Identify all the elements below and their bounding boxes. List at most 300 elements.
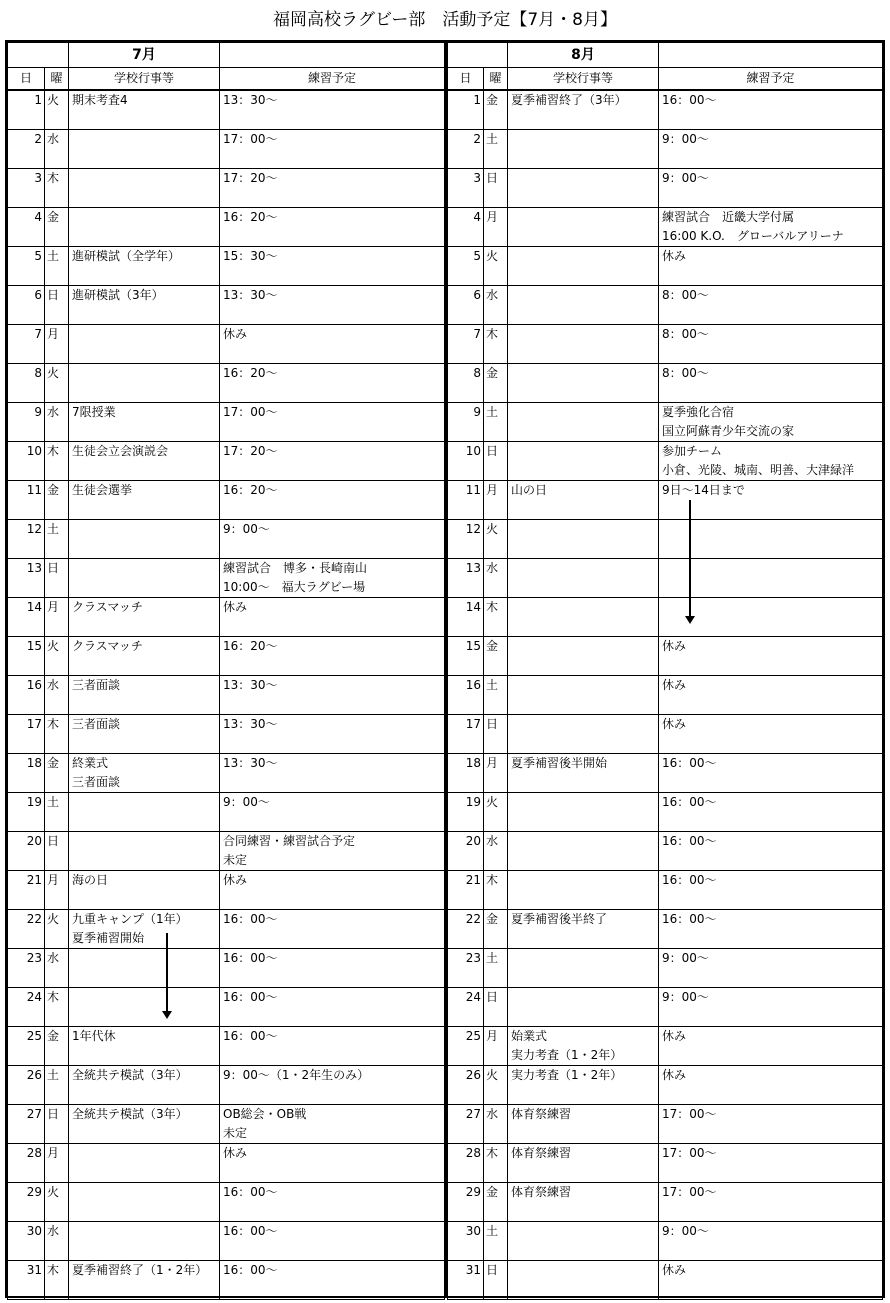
header-day: 日 — [448, 68, 484, 91]
event-cell — [508, 871, 659, 910]
day-number: 25 — [448, 1027, 484, 1066]
table-row — [448, 1183, 883, 1222]
event-cell — [508, 247, 659, 286]
practice-text: 休み — [223, 600, 248, 614]
practice-cell — [659, 715, 883, 754]
weekday: 木 — [45, 442, 69, 481]
day-number: 22 — [8, 910, 45, 949]
table-row — [448, 1027, 883, 1066]
weekday: 火 — [45, 637, 69, 676]
event-text: 生徒会選挙 — [72, 483, 133, 497]
practice-text: 8：00～ — [662, 327, 709, 341]
table-row — [448, 1105, 883, 1144]
header-day: 日 — [8, 68, 45, 91]
day-number: 24 — [448, 988, 484, 1027]
day-number: 25 — [8, 1027, 45, 1066]
table-row — [8, 1105, 445, 1144]
day-number: 6 — [8, 286, 45, 325]
weekday: 金 — [45, 754, 69, 793]
header-event: 学校行事等 — [69, 68, 220, 91]
event-cell — [69, 637, 220, 676]
practice-text: 17：00～ — [662, 1107, 717, 1121]
weekday: 日 — [484, 1261, 508, 1300]
practice-text: 8：00～ — [662, 288, 709, 302]
event-cell — [69, 169, 220, 208]
event-cell — [508, 442, 659, 481]
day-number: 26 — [8, 1066, 45, 1105]
month-corner — [8, 43, 69, 68]
day-number: 7 — [8, 325, 45, 364]
practice-cell — [220, 676, 445, 715]
event-text: 体育祭練習 — [511, 1185, 572, 1199]
table-row — [448, 559, 883, 598]
weekday: 日 — [45, 559, 69, 598]
weekday: 火 — [45, 1183, 69, 1222]
table-row — [448, 286, 883, 325]
practice-cell — [659, 520, 883, 559]
day-number: 29 — [448, 1183, 484, 1222]
day-number: 1 — [8, 90, 45, 130]
weekday: 火 — [45, 910, 69, 949]
event-cell — [69, 403, 220, 442]
weekday: 金 — [45, 481, 69, 520]
practice-cell — [220, 1066, 445, 1105]
event-text: 終業式 — [72, 756, 109, 770]
day-number: 23 — [448, 949, 484, 988]
practice-text: 合同練習・練習試合予定 — [223, 834, 356, 848]
practice-text: 休み — [223, 1146, 248, 1160]
practice-text: 16：00～ — [223, 912, 278, 926]
day-number: 9 — [448, 403, 484, 442]
header-event: 学校行事等 — [508, 68, 659, 91]
event-cell — [508, 130, 659, 169]
event-cell — [69, 1027, 220, 1066]
day-number: 14 — [448, 598, 484, 637]
event-cell — [69, 90, 220, 130]
table-row — [8, 949, 445, 988]
weekday: 水 — [45, 676, 69, 715]
day-number: 13 — [8, 559, 45, 598]
practice-text: 未定 — [223, 853, 248, 867]
weekday: 月 — [45, 1144, 69, 1183]
day-number: 28 — [448, 1144, 484, 1183]
event-cell — [508, 559, 659, 598]
event-cell — [508, 1105, 659, 1144]
day-number: 26 — [448, 1066, 484, 1105]
table-row — [8, 325, 445, 364]
day-number: 15 — [448, 637, 484, 676]
practice-text: 13：30～ — [223, 717, 278, 731]
practice-text: 16：00～ — [662, 93, 717, 107]
table-row — [448, 1222, 883, 1261]
event-text: 生徒会立会演説会 — [72, 444, 169, 458]
weekday: 火 — [484, 793, 508, 832]
event-cell — [69, 871, 220, 910]
table-row — [448, 715, 883, 754]
weekday: 土 — [484, 949, 508, 988]
event-cell — [69, 832, 220, 871]
schedule-sheet — [5, 40, 885, 1298]
event-cell — [69, 1183, 220, 1222]
table-row — [8, 130, 445, 169]
weekday: 木 — [484, 1144, 508, 1183]
practice-cell — [659, 1027, 883, 1066]
table-row — [8, 793, 445, 832]
day-number: 2 — [8, 130, 45, 169]
practice-text: 9：00～ — [662, 951, 709, 965]
practice-text: 9：00～ — [662, 171, 709, 185]
event-cell — [508, 325, 659, 364]
event-cell — [69, 1261, 220, 1300]
table-row — [8, 559, 445, 598]
table-row — [8, 247, 445, 286]
schedule-table-july — [7, 42, 445, 1300]
weekday: 日 — [45, 1105, 69, 1144]
weekday: 水 — [484, 286, 508, 325]
weekday: 水 — [484, 1105, 508, 1144]
event-cell — [508, 286, 659, 325]
practice-text: 17：00～ — [223, 405, 278, 419]
day-number: 30 — [8, 1222, 45, 1261]
month-blank — [220, 43, 445, 68]
table-row — [8, 364, 445, 403]
practice-cell — [220, 949, 445, 988]
weekday: 金 — [45, 208, 69, 247]
table-row — [448, 403, 883, 442]
event-cell — [69, 364, 220, 403]
weekday: 月 — [484, 481, 508, 520]
weekday: 金 — [45, 1027, 69, 1066]
weekday: 木 — [45, 1261, 69, 1300]
practice-text: 休み — [662, 639, 687, 653]
practice-text: 9：00～ — [223, 522, 270, 536]
header-practice: 練習予定 — [220, 68, 445, 91]
weekday: 土 — [45, 247, 69, 286]
event-text: 全統共テ模試（3年） — [72, 1107, 188, 1121]
event-cell — [508, 208, 659, 247]
day-number: 31 — [448, 1261, 484, 1300]
schedule-table-august — [447, 42, 883, 1300]
table-row — [8, 832, 445, 871]
event-cell — [508, 1261, 659, 1300]
practice-text: 練習試合 近畿大学付属 — [662, 210, 795, 224]
table-row — [448, 169, 883, 208]
event-cell — [508, 90, 659, 130]
weekday: 日 — [484, 715, 508, 754]
practice-cell — [220, 793, 445, 832]
practice-text: 8：00～ — [662, 366, 709, 380]
event-text: 三者面談 — [72, 775, 121, 789]
practice-text: 9：00～（1・2年生のみ） — [223, 1068, 370, 1082]
day-number: 30 — [448, 1222, 484, 1261]
event-cell — [508, 793, 659, 832]
day-number: 14 — [8, 598, 45, 637]
weekday: 金 — [484, 1183, 508, 1222]
event-cell — [508, 988, 659, 1027]
practice-cell — [220, 247, 445, 286]
day-number: 11 — [448, 481, 484, 520]
weekday: 水 — [484, 559, 508, 598]
practice-cell — [220, 1183, 445, 1222]
weekday: 日 — [45, 286, 69, 325]
practice-text: 9：00～ — [662, 132, 709, 146]
day-number: 24 — [8, 988, 45, 1027]
practice-text: 17：00～ — [223, 132, 278, 146]
day-number: 12 — [8, 520, 45, 559]
practice-cell — [659, 676, 883, 715]
event-cell — [69, 793, 220, 832]
practice-text: 休み — [662, 717, 687, 731]
practice-text: 16：20～ — [223, 366, 278, 380]
practice-text: 休み — [223, 327, 248, 341]
practice-cell — [220, 208, 445, 247]
event-text: 全統共テ模試（3年） — [72, 1068, 188, 1082]
weekday: 水 — [45, 949, 69, 988]
table-row — [448, 832, 883, 871]
practice-text: 17：20～ — [223, 444, 278, 458]
weekday: 水 — [45, 130, 69, 169]
table-row — [8, 871, 445, 910]
weekday: 金 — [484, 364, 508, 403]
event-text: 夏季補習終了（3年） — [511, 93, 627, 107]
day-number: 12 — [448, 520, 484, 559]
day-number: 20 — [8, 832, 45, 871]
practice-cell — [659, 169, 883, 208]
practice-cell — [220, 1027, 445, 1066]
practice-text: OB総会・OB戦 — [223, 1107, 307, 1121]
event-cell — [69, 1222, 220, 1261]
practice-text: 9：00～ — [662, 990, 709, 1004]
table-row — [8, 442, 445, 481]
practice-cell — [220, 169, 445, 208]
practice-cell — [220, 988, 445, 1027]
table-row — [448, 1144, 883, 1183]
practice-text: 13：30～ — [223, 756, 278, 770]
weekday: 木 — [484, 871, 508, 910]
table-row — [448, 364, 883, 403]
event-text: 実力考査（1・2年） — [511, 1048, 623, 1062]
table-row — [448, 481, 883, 520]
practice-text: 16：00～ — [223, 951, 278, 965]
weekday: 木 — [45, 988, 69, 1027]
day-number: 16 — [8, 676, 45, 715]
day-number: 4 — [8, 208, 45, 247]
practice-text: 休み — [662, 249, 687, 263]
weekday: 日 — [484, 988, 508, 1027]
weekday: 火 — [484, 520, 508, 559]
day-number: 7 — [448, 325, 484, 364]
practice-cell — [220, 910, 445, 949]
practice-cell — [220, 1105, 445, 1144]
day-number: 3 — [8, 169, 45, 208]
event-cell — [69, 676, 220, 715]
event-cell — [69, 247, 220, 286]
weekday: 月 — [45, 598, 69, 637]
practice-cell — [659, 637, 883, 676]
weekday: 月 — [484, 208, 508, 247]
practice-text: 16：00～ — [662, 756, 717, 770]
table-row — [8, 286, 445, 325]
event-cell — [69, 325, 220, 364]
practice-cell — [659, 364, 883, 403]
month-label: 8月 — [508, 43, 659, 68]
day-number: 19 — [8, 793, 45, 832]
practice-cell — [659, 208, 883, 247]
weekday: 金 — [484, 910, 508, 949]
practice-text: 13：30～ — [223, 678, 278, 692]
practice-cell — [659, 1144, 883, 1183]
practice-cell — [220, 130, 445, 169]
table-row — [8, 1027, 445, 1066]
event-cell — [508, 1222, 659, 1261]
day-number: 13 — [448, 559, 484, 598]
weekday: 金 — [484, 637, 508, 676]
day-number: 5 — [448, 247, 484, 286]
practice-text: 9：00～ — [223, 795, 270, 809]
event-cell — [69, 286, 220, 325]
practice-cell — [659, 130, 883, 169]
day-number: 6 — [448, 286, 484, 325]
event-cell — [508, 364, 659, 403]
table-row — [448, 910, 883, 949]
practice-text: 16：00～ — [662, 795, 717, 809]
day-number: 8 — [8, 364, 45, 403]
practice-text: 休み — [223, 873, 248, 887]
practice-cell — [659, 325, 883, 364]
practice-cell — [659, 1105, 883, 1144]
practice-text: 16：00～ — [223, 1029, 278, 1043]
table-row — [8, 403, 445, 442]
day-number: 31 — [8, 1261, 45, 1300]
weekday: 土 — [484, 676, 508, 715]
day-number: 2 — [448, 130, 484, 169]
practice-cell — [659, 1066, 883, 1105]
practice-text: 16:00 K.O. グローバルアリーナ — [662, 229, 844, 243]
table-row — [448, 1066, 883, 1105]
table-row — [8, 1144, 445, 1183]
weekday: 月 — [45, 325, 69, 364]
table-row — [8, 90, 445, 130]
table-row — [448, 871, 883, 910]
table-row — [448, 676, 883, 715]
practice-cell — [659, 481, 883, 520]
event-cell — [69, 1144, 220, 1183]
practice-text: 未定 — [223, 1126, 248, 1140]
weekday: 土 — [484, 130, 508, 169]
practice-text: 練習試合 博多・長崎南山 — [223, 561, 368, 575]
month-corner — [448, 43, 508, 68]
practice-cell — [659, 754, 883, 793]
event-text: 夏季補習終了（1・2年） — [72, 1263, 208, 1277]
event-text: 進研模試（3年） — [72, 288, 164, 302]
practice-cell — [659, 1261, 883, 1300]
practice-cell — [659, 832, 883, 871]
month-label: 7月 — [69, 43, 220, 68]
practice-cell — [220, 871, 445, 910]
day-number: 4 — [448, 208, 484, 247]
event-text: 期末考査4 — [72, 93, 128, 107]
event-cell — [508, 169, 659, 208]
day-number: 18 — [448, 754, 484, 793]
weekday: 月 — [484, 1027, 508, 1066]
weekday: 水 — [484, 832, 508, 871]
table-row — [8, 1261, 445, 1300]
practice-cell — [220, 364, 445, 403]
day-number: 1 — [448, 90, 484, 130]
event-cell — [508, 520, 659, 559]
practice-cell — [220, 1261, 445, 1300]
weekday: 金 — [484, 90, 508, 130]
weekday: 木 — [484, 598, 508, 637]
event-cell — [69, 481, 220, 520]
practice-text: 小倉、光陵、城南、明善、大津緑洋 — [662, 463, 855, 477]
practice-cell — [659, 403, 883, 442]
weekday: 火 — [484, 1066, 508, 1105]
header-weekday: 曜 — [484, 68, 508, 91]
practice-cell — [220, 832, 445, 871]
weekday: 日 — [484, 169, 508, 208]
header-weekday: 曜 — [45, 68, 69, 91]
day-number: 27 — [8, 1105, 45, 1144]
table-row — [448, 208, 883, 247]
practice-cell — [659, 910, 883, 949]
event-text: 始業式 — [511, 1029, 548, 1043]
practice-cell — [659, 1183, 883, 1222]
practice-cell — [220, 520, 445, 559]
weekday: 水 — [45, 1222, 69, 1261]
weekday: 火 — [484, 247, 508, 286]
practice-cell — [220, 637, 445, 676]
practice-cell — [659, 1222, 883, 1261]
weekday: 木 — [45, 715, 69, 754]
event-text: 夏季補習後半開始 — [511, 756, 608, 770]
table-row — [448, 90, 883, 130]
practice-cell — [220, 286, 445, 325]
practice-text: 16：00～ — [662, 912, 717, 926]
table-row — [8, 754, 445, 793]
event-text: 進研模試（全学年） — [72, 249, 181, 263]
practice-cell — [659, 442, 883, 481]
weekday: 木 — [484, 325, 508, 364]
table-row — [448, 1261, 883, 1300]
weekday: 日 — [484, 442, 508, 481]
practice-cell — [220, 481, 445, 520]
day-number: 19 — [448, 793, 484, 832]
event-cell — [508, 676, 659, 715]
weekday: 木 — [45, 169, 69, 208]
event-text: 三者面談 — [72, 717, 121, 731]
event-cell — [69, 598, 220, 637]
table-row — [448, 598, 883, 637]
event-text: 実力考査（1・2年） — [511, 1068, 623, 1082]
event-cell — [69, 1105, 220, 1144]
practice-text: 16：00～ — [662, 873, 717, 887]
practice-text: 17：00～ — [662, 1185, 717, 1199]
event-cell — [508, 715, 659, 754]
table-row — [448, 949, 883, 988]
practice-text: 17：20～ — [223, 171, 278, 185]
weekday: 土 — [45, 793, 69, 832]
event-text: 三者面談 — [72, 678, 121, 692]
practice-text: 13：30～ — [223, 288, 278, 302]
weekday: 火 — [45, 90, 69, 130]
day-number: 20 — [448, 832, 484, 871]
table-row — [448, 130, 883, 169]
practice-cell — [220, 403, 445, 442]
day-number: 17 — [8, 715, 45, 754]
practice-text: 13：30～ — [223, 93, 278, 107]
practice-text: 9日～14日まで — [662, 483, 745, 497]
